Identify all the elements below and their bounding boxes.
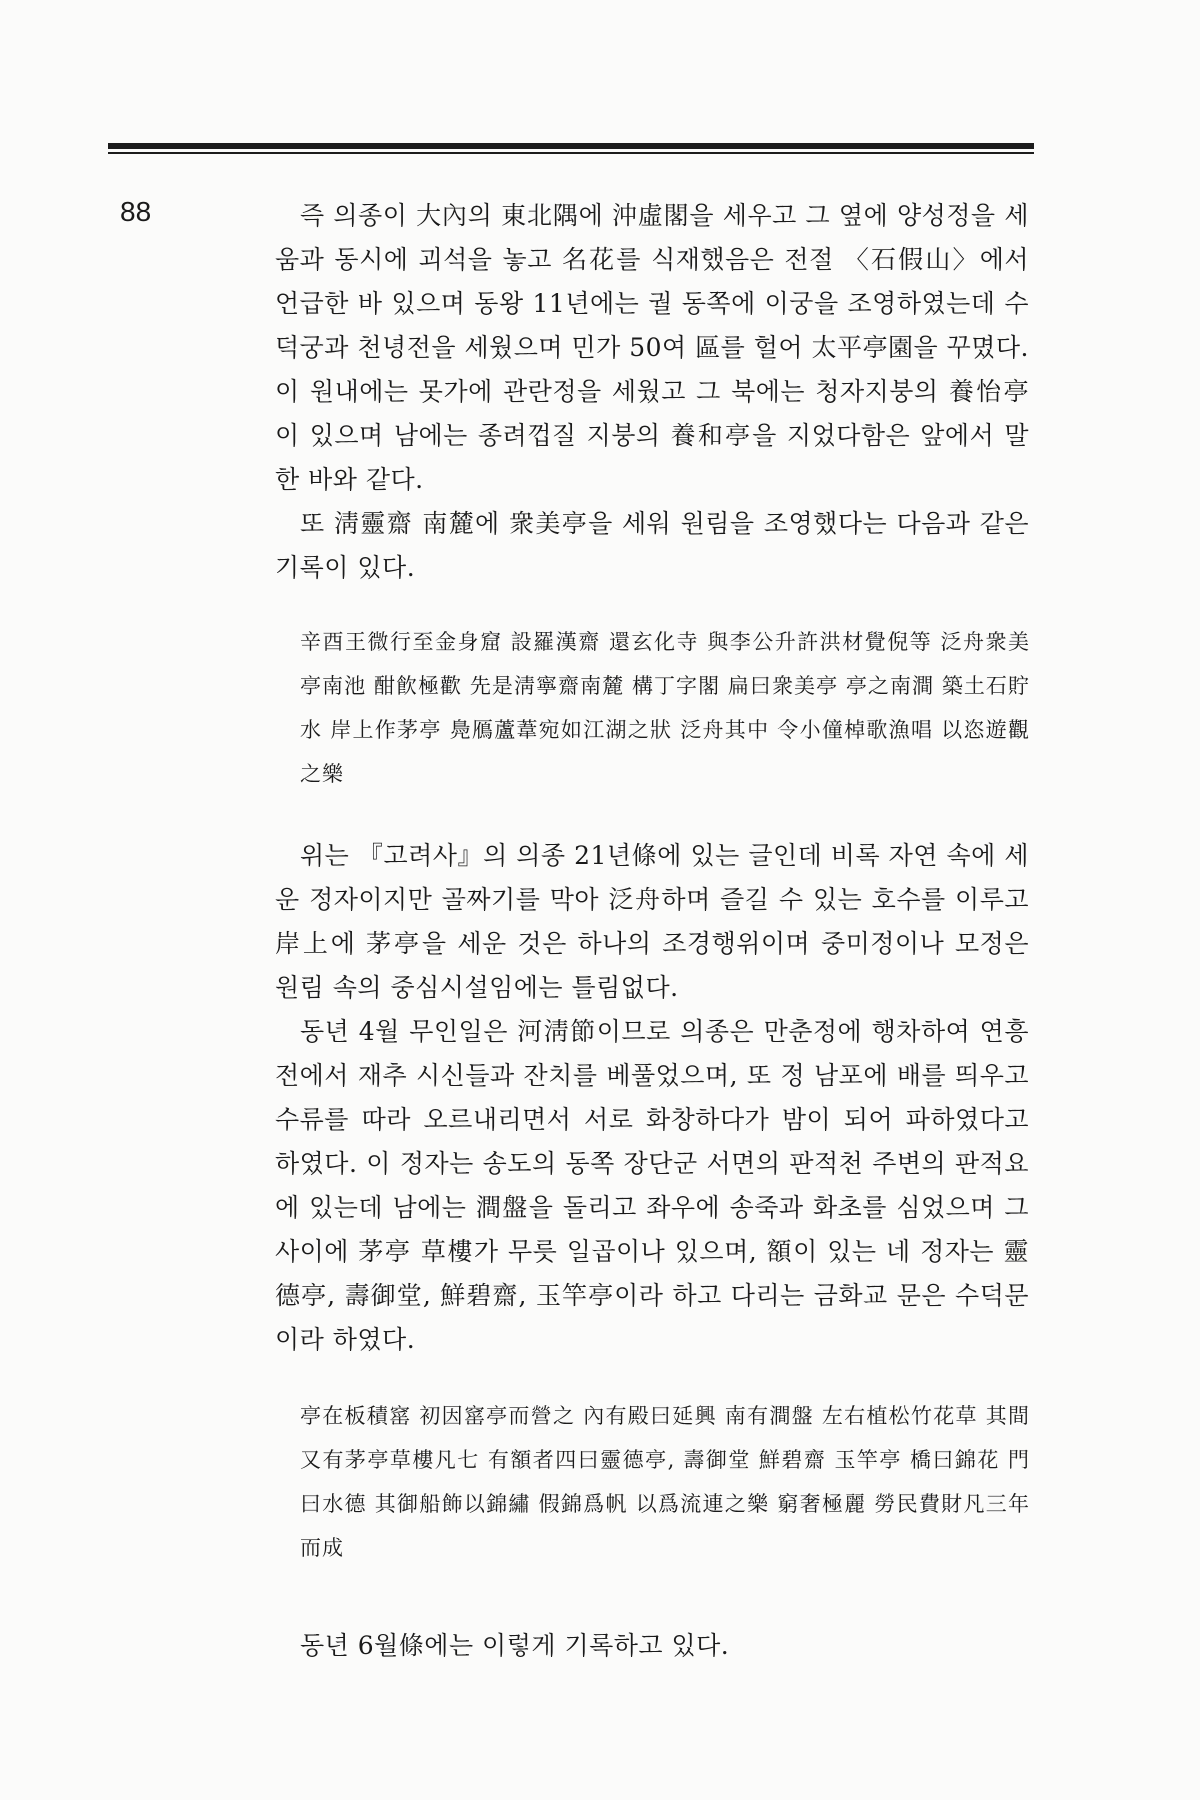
header-rule (108, 143, 1034, 149)
header-rule-thin (108, 152, 1034, 154)
body-section-2 (275, 834, 1029, 1362)
page-number: 88 (120, 196, 152, 227)
quotation-block (300, 1394, 1030, 1570)
quotation-block (300, 620, 1030, 796)
paragraph: 또 淸靈齋 南麓에 衆美亭을 세워 원림을 조영했다는 다음과 같은 기록이 있다. (275, 509, 1029, 582)
quotation-text: 辛酉王微行至金身窟 設羅漢齋 還玄化寺 與李公升許洪材覺倪等 泛舟衆美亭南池 酣飮極歡 先是淸寧齋南麓 構丁字閣 扁曰衆美亭 亭之南澗 築土石貯水 岸上作茅亭 鳧鴈蘆葦宛如江湖之狀 泛舟其中 令小僮棹歌漁唱 以恣遊觀之樂 (300, 630, 1030, 786)
quotation-text: 亭在板積窰 初因窰亭而營之 內有殿曰延興 南有澗盤 左右植松竹花草 其間又有茅亭草樓凡七 有額者四曰靈德亭, 壽御堂 鮮碧齋 玉竿亭 橋曰錦花 門曰水德 其御船飾以錦繡 假錦爲帆 以爲流連之樂 窮奢極麗 勞民費財凡三年而成 (300, 1404, 1030, 1560)
paragraph: 위는 『고려사』의 의종 21년條에 있는 글인데 비록 자연 속에 세운 정자이지만 골짜기를 막아 泛舟하며 즐길 수 있는 호수를 이루고 岸上에 茅亭을 세운 것은 하나의 조경행위이며 중미정이나 모정은 원림 속의 중심시설임에는 틀림없다. (275, 841, 1029, 1002)
paragraph: 즉 의종이 大內의 東北隅에 沖虛閣을 세우고 그 옆에 양성정을 세움과 동시에 괴석을 놓고 名花를 식재했음은 전절 〈石假山〉에서 언급한 바 있으며 동왕 11년에는 궐 동쪽에 이궁을 조영하였는데 수덕궁과 천녕전을 세웠으며 민가 50여 區를 헐어 太平亭園을 꾸몄다. 이 원내에는 못가에 관란정을 세웠고 그 북에는 청자지붕의 養怡亭이 있으며 남에는 종려껍질 지붕의 養和亭을 지었다함은 앞에서 말한 바와 같다. (275, 201, 1029, 494)
paragraph: 동년 4월 무인일은 河淸節이므로 의종은 만춘정에 행차하여 연흥전에서 재추 시신들과 잔치를 베풀었으며, 또 정 남포에 배를 띄우고 수류를 따라 오르내리면서 서로 화창하다가 밤이 되어 파하였다고 하였다. 이 정자는 송도의 동쪽 장단군 서면의 판적천 주변의 판적요에 있는데 남에는 澗盤을 돌리고 좌우에 송죽과 화초를 심었으며 그 사이에 茅亭 草樓가 무릇 일곱이나 있으며, 額이 있는 네 정자는 靈德亭, 壽御堂, 鮮碧齋, 玉竿亭이라 하고 다리는 금화교 문은 수덕문이라 하였다. (275, 1017, 1029, 1354)
body-section-1 (275, 194, 1029, 590)
body-section-3 (275, 1624, 1029, 1668)
paragraph: 동년 6월條에는 이렇게 기록하고 있다. (300, 1631, 730, 1660)
